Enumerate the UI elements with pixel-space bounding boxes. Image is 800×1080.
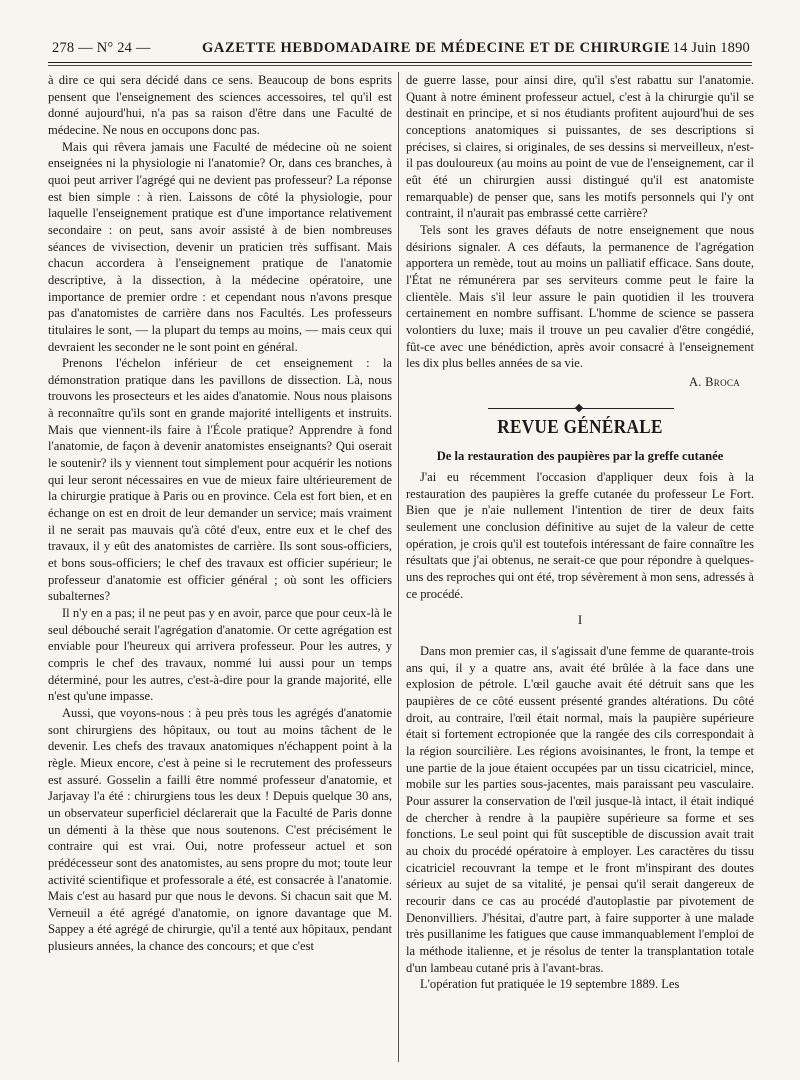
paragraph: Dans mon premier cas, il s'agissait d'une femme de quarante-trois ans qui, il y a quatre ans, avait été brûlée à la face dans une explosion de pétrole. L'œil gauche avait été détruit sans que les paupières de ce côté eussent présenté grandes altérations. Du côté droit, au contraire, l'œil était normal, mais la paupière supérieure était si fortement ectropionée que la rangée des cils correspondait à la région sourcilière. Les régions avoisinantes, le front, la tempe et une partie de la joue étaient occupées par un tissu cicatriciel, mince, mobile sur les parties sous-jacentes, mais paraissant peu vasculaire. Pour assurer la conservation de l'œil jusque-là intact, il était indiqué de chercher à rendre à la paupière supérieure sa forme et ses fonctions. Le seul point qui fût susceptible de discussion avait trait au choix du procédé opératoire à employer. Les caractères du tissu cicatriciel recouvrant la tempe et le front m'inspirant des doutes sérieux au sujet de sa vitalité, je pensai qu'il serait dangereux de recourir dans ce cas au procédé d'autoplastie par pivotement de Denonvilliers. J'hésitai, d'autre part, à faire supporter à une malade très pusillanime les fatigues que cause immanquablement l'emploi de la méthode italienne, et je résolus de tenter la transplantation totale d'un lambeau cutané pris à l'avant-bras. bbox=[406, 644, 754, 975]
section-title: REVUE GÉNÉRALE bbox=[497, 417, 663, 439]
paragraph: Aussi, que voyons-nous : à peu près tous les agrégés d'anatomie sont chirurgiens des hôpitaux, ou tout au moins tâchent de le devenir. Les chefs des travaux anatomiques n'échappent point à la règle. Mieux encore, c'est à peine si le recrutement des professeurs est assuré. Gosselin a failli être nommé professeur d'anatomie, et Jarjavay l'a été : chirurgiens tous les deux ! Depuis quelque 30 ans, un observateur superficiel déclarerait que la Faculté de Paris donne un démenti à la thèse que nous soutenons. C'est précisément le contraire qui est vrai. Oui, notre professeur actuel et son prédécesseur sont des anatomistes, au sens propre du mot; toute leur activité scientifique et professorale a été, est consacrée à l'anatomie. Mais c'est au hasard pur que nous le devons. Si chacun sait que M. Verneuil a été agrégé d'anatomie, on ignore davantage que M. Sappey a été agrégé de chirurgie, qu'il a tenté aux hôpitaux, pendant plusieurs années, la chance des concours; et que c'est bbox=[48, 705, 392, 954]
page-number: 278 — N° 24 — bbox=[52, 40, 151, 56]
journal-title: GAZETTE HEBDOMADAIRE DE MÉDECINE ET DE CHIRURGIE bbox=[202, 40, 671, 56]
section-separator bbox=[406, 402, 754, 414]
left-column bbox=[48, 72, 392, 955]
author-signature: A. Broca bbox=[688, 374, 740, 389]
diamond-ornament-icon bbox=[575, 404, 583, 412]
paragraph: Prenons l'échelon inférieur de cet enseignement : la démonstration pratique dans les pavillons de dissection. Là, nous trouvons les prosecteurs et les aides d'anatomie. Nous nous plaisons à reconnaître qu'ils sont en grande majorité intelligents et instruits. Mais que viennent-ils faire à l'École pratique? Apprendre à fond l'anatomie, de façon à devenir anatomistes enseignants? Qui oserait le soutenir? ils y viennent tout simplement pour acquérir les notions qui leur seront nécessaires en vue de mieux faire ultérieurement de la chirurgie pratique à Paris ou en province. Cela est fort bien, et en échange on est en droit de leur demander un service; mais vraiment il ne serait pas mauvais qu'à côté d'eux, entre eux et le chef des travaux, il y eût des anatomistes de carrière. Ils sont sous-officiers, et bons sous-officiers; le chef des travaux est officier supérieur; le professeur d'anatomie est officier général ; où sont les officiers subalternes? bbox=[48, 356, 392, 604]
header-rule bbox=[48, 62, 752, 63]
part-numeral: I bbox=[577, 612, 583, 628]
running-head bbox=[52, 40, 750, 62]
article-title: De la restauration des paupières par la greffe cutanée bbox=[436, 449, 724, 464]
header-rule-thin bbox=[48, 65, 752, 66]
paragraph: de guerre lasse, pour ainsi dire, qu'il s'est rabattu sur l'anatomie. Quant à notre éminent professeur actuel, c'est à la chirurgie qu'il se destinait en principe, et si nos étudiants profitent aujourd'hui de ses conceptions anatomiques si puissantes, de ses descriptions si précises, si claires, si originales, de ses dessins si merveilleux, n'est-il pas douloureux (au moins au point de vue de l'enseignement, car il eût été un chirurgien aussi distingué qu'il est anatomiste remarquable) de penser que, sans les motifs personnels qui l'y ont contraint, il n'aurait pas embrassé cette carrière? bbox=[406, 73, 754, 221]
issue-date: 14 Juin 1890 bbox=[672, 40, 750, 56]
column-divider bbox=[398, 72, 399, 1062]
intro-paragraph: J'ai eu récemment l'occasion d'appliquer deux fois à la restauration des paupières la greffe cutanée du professeur Le Fort. Bien que je n'aie nullement l'intention de tirer de deux faits seulement une conclusion définitive au sujet de la valeur de cette opération, je crois qu'il est toutefois intéressant de faire connaître les résultats que j'ai obtenus, ne serait-ce que pour répondre à quelques-uns des reproches qui ont été, trop sévèrement à mon sens, adressés à ce procédé. bbox=[406, 470, 754, 601]
paragraph: Il n'y en a pas; il ne peut pas y en avoir, parce que pour ceux-là le seul débouché serait l'agrégation d'anatomie. Or cette agrégation est enviable pour l'heureux qui arrivera professeur. Pour les autres, y compris le chef des travaux, nommé lui aussi pour un temps déterminé, pour les autres, c'est-à-dire pour la grande majorité, elle n'est qu'une impasse. bbox=[48, 606, 392, 704]
paragraph: L'opération fut pratiquée le 19 septembre 1889. Les bbox=[420, 977, 680, 992]
paragraph: à dire ce qui sera décidé dans ce sens. Beaucoup de bons esprits pensent que l'enseignement des sciences accessoires, tel qu'il est donné aujourd'hui, n'a pas sa raison d'être dans une Faculté de médecine. Ne nous en occupons donc pas. bbox=[48, 73, 392, 137]
right-column bbox=[406, 72, 754, 993]
paragraph: Tels sont les graves défauts de notre enseignement que nous désirions signaler. A ces défauts, la permanence de l'agrégation apportera un remède, tout au moins un palliatif efficace. Sans doute, l'État ne rémunérera par ses serviteurs comme peut le faire la clientèle. Mais s'il leur assure le pain quotidien il les trouvera certainement en nombre suffisant. L'homme de science se passera volontiers du luxe; mais il trouve un peu cavalier d'être congédié, fût-ce avec une bénédiction, après avoir consacré à l'enseignement les dix plus belles années de sa vie. bbox=[406, 222, 754, 371]
paragraph: Mais qui rêvera jamais une Faculté de médecine où ne soient enseignées ni la physiologie ni l'anatomie? Or, dans ces branches, à quoi peut arriver l'agrégé qui ne devient pas professeur? La réponse est bien simple : à rien. Laissons de côté la physiologie, pour laquelle l'enseignement pratique est d'une importance relativement secondaire : on peut, sans avoir assisté à de bien nombreuses séances de vivisection, devenir un praticien très suffisant. Mais chacun accordera à l'enseignement pratique de l'anatomie descriptive, à la dissection, à la médecine opératoire, une importance de premier ordre : et cependant nous n'avons presque pas d'anatomistes de carrière dans nos Facultés. Les professeurs titulaires le sont, — la plupart du temps au moins, — mais ceux qui devraient les seconder ne le sont point en général. bbox=[48, 139, 392, 354]
